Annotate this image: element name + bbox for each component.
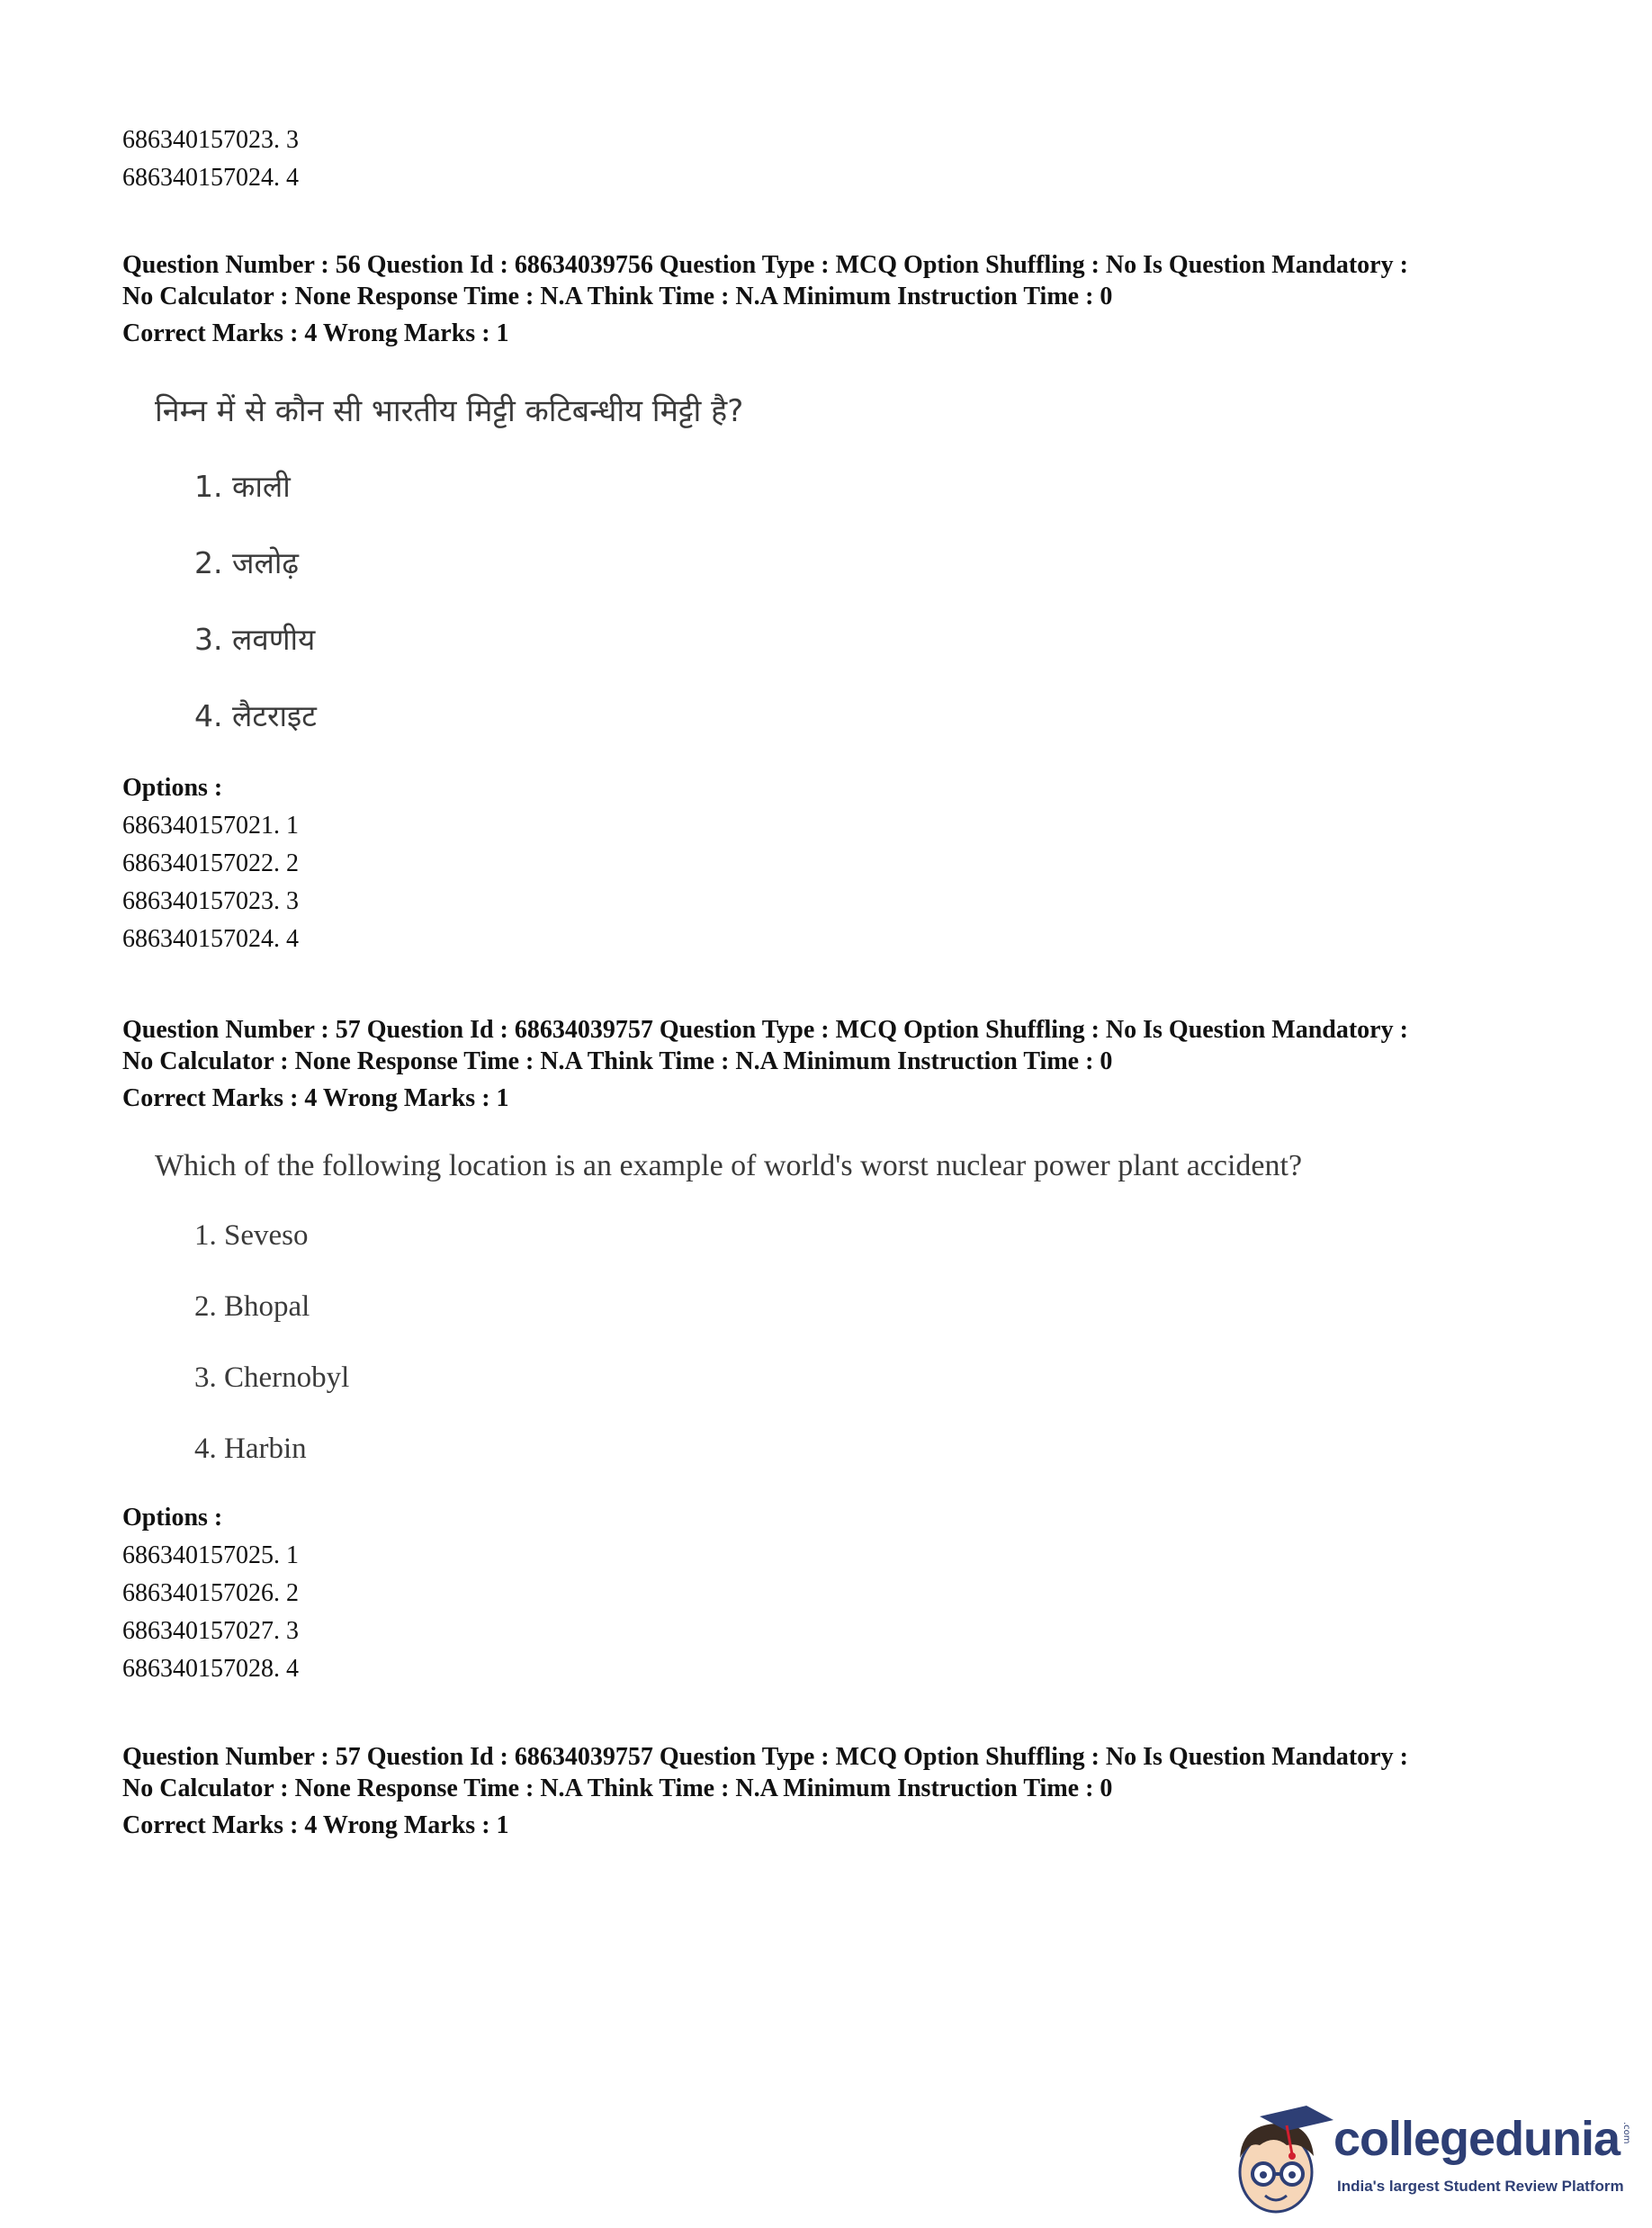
option-line: 686340157026. 2 xyxy=(122,1579,299,1607)
question-marks: Correct Marks : 4 Wrong Marks : 1 xyxy=(122,1084,509,1112)
question-text: निम्न में से कौन सी भारतीय मिट्टी कटिबन्धीय मिट्टी है? xyxy=(155,393,744,429)
question-meta: Question Number : 57 Question Id : 68634039757 Question Type : MCQ Option Shuffling : No Is Question Mandatory : xyxy=(122,1743,1408,1771)
option-line: 686340157024. 4 xyxy=(122,164,299,192)
question-choice: 3. Chernobyl xyxy=(194,1361,350,1394)
question-choice: 3. लवणीय xyxy=(194,622,316,657)
question-text: Which of the following location is an example of world's worst nuclear power plant accident? xyxy=(155,1149,1303,1182)
question-meta: No Calculator : None Response Time : N.A Think Time : N.A Minimum Instruction Time : 0 xyxy=(122,1774,1113,1802)
logo-wordmark: collegedunia xyxy=(1333,2112,1621,2166)
logo-domain: .com xyxy=(1621,2122,1631,2144)
question-choice: 1. काली xyxy=(194,469,291,504)
question-meta: No Calculator : None Response Time : N.A Think Time : N.A Minimum Instruction Time : 0 xyxy=(122,283,1113,310)
logo-tagline: India's largest Student Review Platform xyxy=(1337,2178,1624,2195)
question-choice: 4. लैटराइट xyxy=(194,698,317,733)
option-line: 686340157023. 3 xyxy=(122,126,299,154)
options-heading: Options : xyxy=(122,774,223,802)
mascot-icon xyxy=(1224,2102,1335,2219)
option-line: 686340157021. 1 xyxy=(122,812,299,840)
collegedunia-logo[interactable] xyxy=(1224,2102,1638,2219)
question-marks: Correct Marks : 4 Wrong Marks : 1 xyxy=(122,319,509,347)
option-line: 686340157027. 3 xyxy=(122,1617,299,1645)
question-choice: 4. Harbin xyxy=(194,1433,307,1465)
option-line: 686340157022. 2 xyxy=(122,849,299,877)
question-choice: 2. Bhopal xyxy=(194,1290,310,1323)
question-meta: Question Number : 56 Question Id : 68634039756 Question Type : MCQ Option Shuffling : No Is Question Mandatory : xyxy=(122,251,1408,279)
option-line: 686340157024. 4 xyxy=(122,925,299,953)
option-line: 686340157028. 4 xyxy=(122,1655,299,1683)
question-choice: 1. Seveso xyxy=(194,1219,309,1252)
question-meta: No Calculator : None Response Time : N.A Think Time : N.A Minimum Instruction Time : 0 xyxy=(122,1047,1113,1075)
option-line: 686340157023. 3 xyxy=(122,887,299,915)
option-line: 686340157025. 1 xyxy=(122,1541,299,1569)
question-meta: Question Number : 57 Question Id : 68634039757 Question Type : MCQ Option Shuffling : No Is Question Mandatory : xyxy=(122,1016,1408,1044)
question-choice: 2. जलोढ़ xyxy=(194,545,299,580)
options-heading: Options : xyxy=(122,1504,223,1532)
question-marks: Correct Marks : 4 Wrong Marks : 1 xyxy=(122,1811,509,1839)
